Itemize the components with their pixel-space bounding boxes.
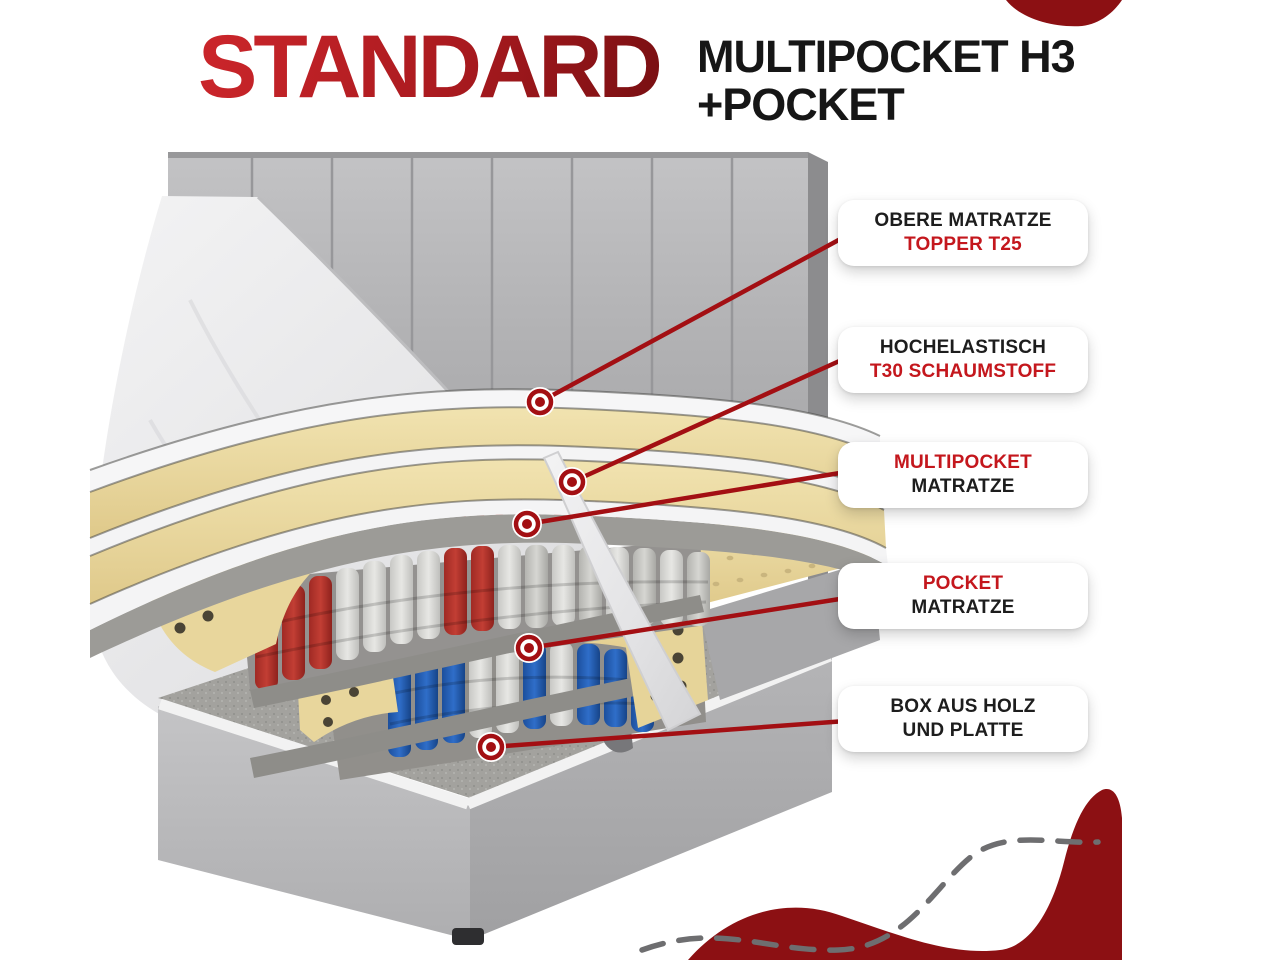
- callout-box-topper: [838, 200, 1088, 266]
- callout-box-t30: [838, 327, 1088, 393]
- callout-line1: OBERE MATRATZE: [874, 209, 1052, 231]
- box-foot: [452, 928, 484, 945]
- callout-line1: MULTIPOCKET: [893, 451, 1032, 473]
- callout-line2: MATRATZE: [911, 476, 1015, 497]
- callout-line2: UND PLATTE: [902, 720, 1024, 741]
- headboard-top-edge: [168, 152, 808, 158]
- page-subtitle: [697, 33, 1075, 128]
- callout-marker-multipocket: [512, 509, 542, 539]
- callout-marker-box: [476, 732, 506, 762]
- callout-marker-pocket: [514, 633, 544, 663]
- callout-line1: HOCHELASTISCH: [879, 336, 1047, 358]
- callout-line1: POCKET: [922, 572, 1004, 594]
- callout-line2: TOPPER T25: [904, 234, 1022, 255]
- callout-marker-topper: [525, 387, 555, 417]
- callout-line2: MATRATZE: [911, 597, 1015, 618]
- page-subtitle-line2: +POCKET: [697, 78, 904, 130]
- callout-box-base: [838, 686, 1088, 752]
- callout-marker-t30: [557, 467, 587, 497]
- decor-top-blob: [1006, 0, 1122, 26]
- callout-box-multipocket: [838, 442, 1088, 508]
- callout-line2: T30 SCHAUMSTOFF: [869, 361, 1057, 382]
- callout-box-pocket: [838, 563, 1088, 629]
- page-subtitle-line1: MULTIPOCKET H3: [697, 31, 1075, 82]
- page-title: STANDARD: [198, 22, 668, 111]
- callout-line1: BOX AUS HOLZ: [890, 695, 1036, 717]
